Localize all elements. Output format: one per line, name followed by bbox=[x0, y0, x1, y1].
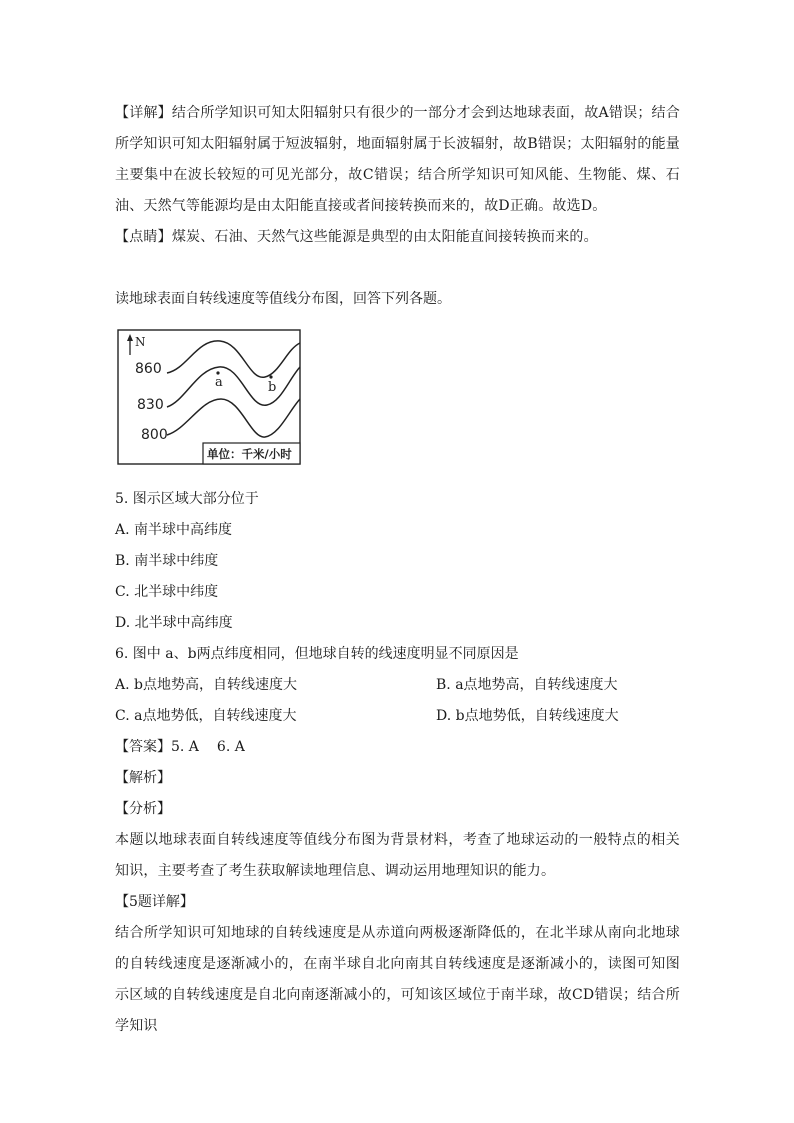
point-a-label: a bbox=[215, 375, 223, 390]
blank-line bbox=[115, 253, 680, 284]
answer-line bbox=[115, 732, 680, 763]
analysis-heading: 【解析】 bbox=[115, 770, 171, 786]
isoline-map-figure bbox=[117, 329, 302, 466]
unit-label: 单位：千米/小时 bbox=[207, 447, 292, 461]
fenxi-paragraph: 本题以地球表面自转线速度等值线分布图为背景材料，考查了地球运动的一般特点的相关知识，主要考查了考生获取解读地理信息、调动运用地理知识的能力。 bbox=[115, 832, 680, 879]
q6-option-c: C. a点地势低，自转线速度大 bbox=[115, 708, 297, 724]
q5-option-c: C. 北半球中纬度 bbox=[115, 584, 219, 600]
q5-option-a: A. 南半球中高纬度 bbox=[115, 522, 233, 538]
contour-label-830: 830 bbox=[137, 397, 164, 413]
q5-option-d: D. 北半球中高纬度 bbox=[115, 615, 233, 631]
detail-paragraph bbox=[115, 98, 680, 222]
q5-stem: 5. 图示区域大部分位于 bbox=[115, 491, 259, 507]
q5-option-b: B. 南半球中纬度 bbox=[115, 553, 219, 569]
comment-text: 煤炭、石油、天然气这些能源是典型的由太阳能直间接转换而来的。 bbox=[171, 229, 598, 245]
detail-text: 结合所学知识可知太阳辐射只有很少的一部分才会到达地球表面，故A错误；结合所学知识可知太阳辐射属于短波辐射，地面辐射属于长波辐射，故B错误；太阳辐射的能量主要集中在波长较短的可见光部分，故C错误；结合所学知识可知风能、生物能、煤、石油、天然气等能源均是由太阳能直接或者间接转换而来的，故D正确。故选D。 bbox=[115, 105, 680, 214]
q5-detail-paragraph: 结合所学知识可知地球的自转线速度是从赤道向两极逐渐降低的，在北半球从南向北地球的自转线速度是逐渐减小的，在南半球自北向南其自转线速度是逐渐减小的，读图可知图示区域的自转线速度是自北向南逐渐减小的，可知该区域位于南半球，故CD错误；结合所学知识 bbox=[115, 925, 680, 1034]
point-b-label: b bbox=[268, 380, 277, 395]
q5-detail-heading: 【5题详解】 bbox=[115, 894, 194, 910]
fenxi-heading: 【分析】 bbox=[115, 801, 171, 817]
contour-label-800: 800 bbox=[141, 427, 168, 443]
q6-option-a: A. b点地势高，自转线速度大 bbox=[115, 677, 297, 693]
answer-label: 【答案】 bbox=[115, 739, 171, 755]
document-body bbox=[115, 98, 680, 1042]
point-b-marker bbox=[269, 375, 272, 378]
detail-label: 【详解】 bbox=[115, 105, 172, 121]
answer-5: 5. A bbox=[171, 739, 199, 755]
contour-label-860: 860 bbox=[135, 361, 162, 377]
q6-option-d: D. b点地势低，自转线速度大 bbox=[436, 708, 619, 724]
question-intro: 读地球表面自转线速度等值线分布图，回答下列各题。 bbox=[115, 291, 451, 307]
q6-options-row-2 bbox=[115, 701, 680, 732]
q6-stem: 6. 图中 a、b两点纬度相同，但地球自转的线速度明显不同原因是 bbox=[115, 646, 519, 662]
comment-paragraph bbox=[115, 222, 680, 253]
comment-label: 【点睛】 bbox=[115, 229, 172, 245]
answer-6: 6. A bbox=[216, 739, 245, 755]
q6-option-b: B. a点地势高，自转线速度大 bbox=[436, 677, 618, 693]
q6-options-row-1 bbox=[115, 670, 680, 701]
north-label: N bbox=[135, 335, 146, 349]
